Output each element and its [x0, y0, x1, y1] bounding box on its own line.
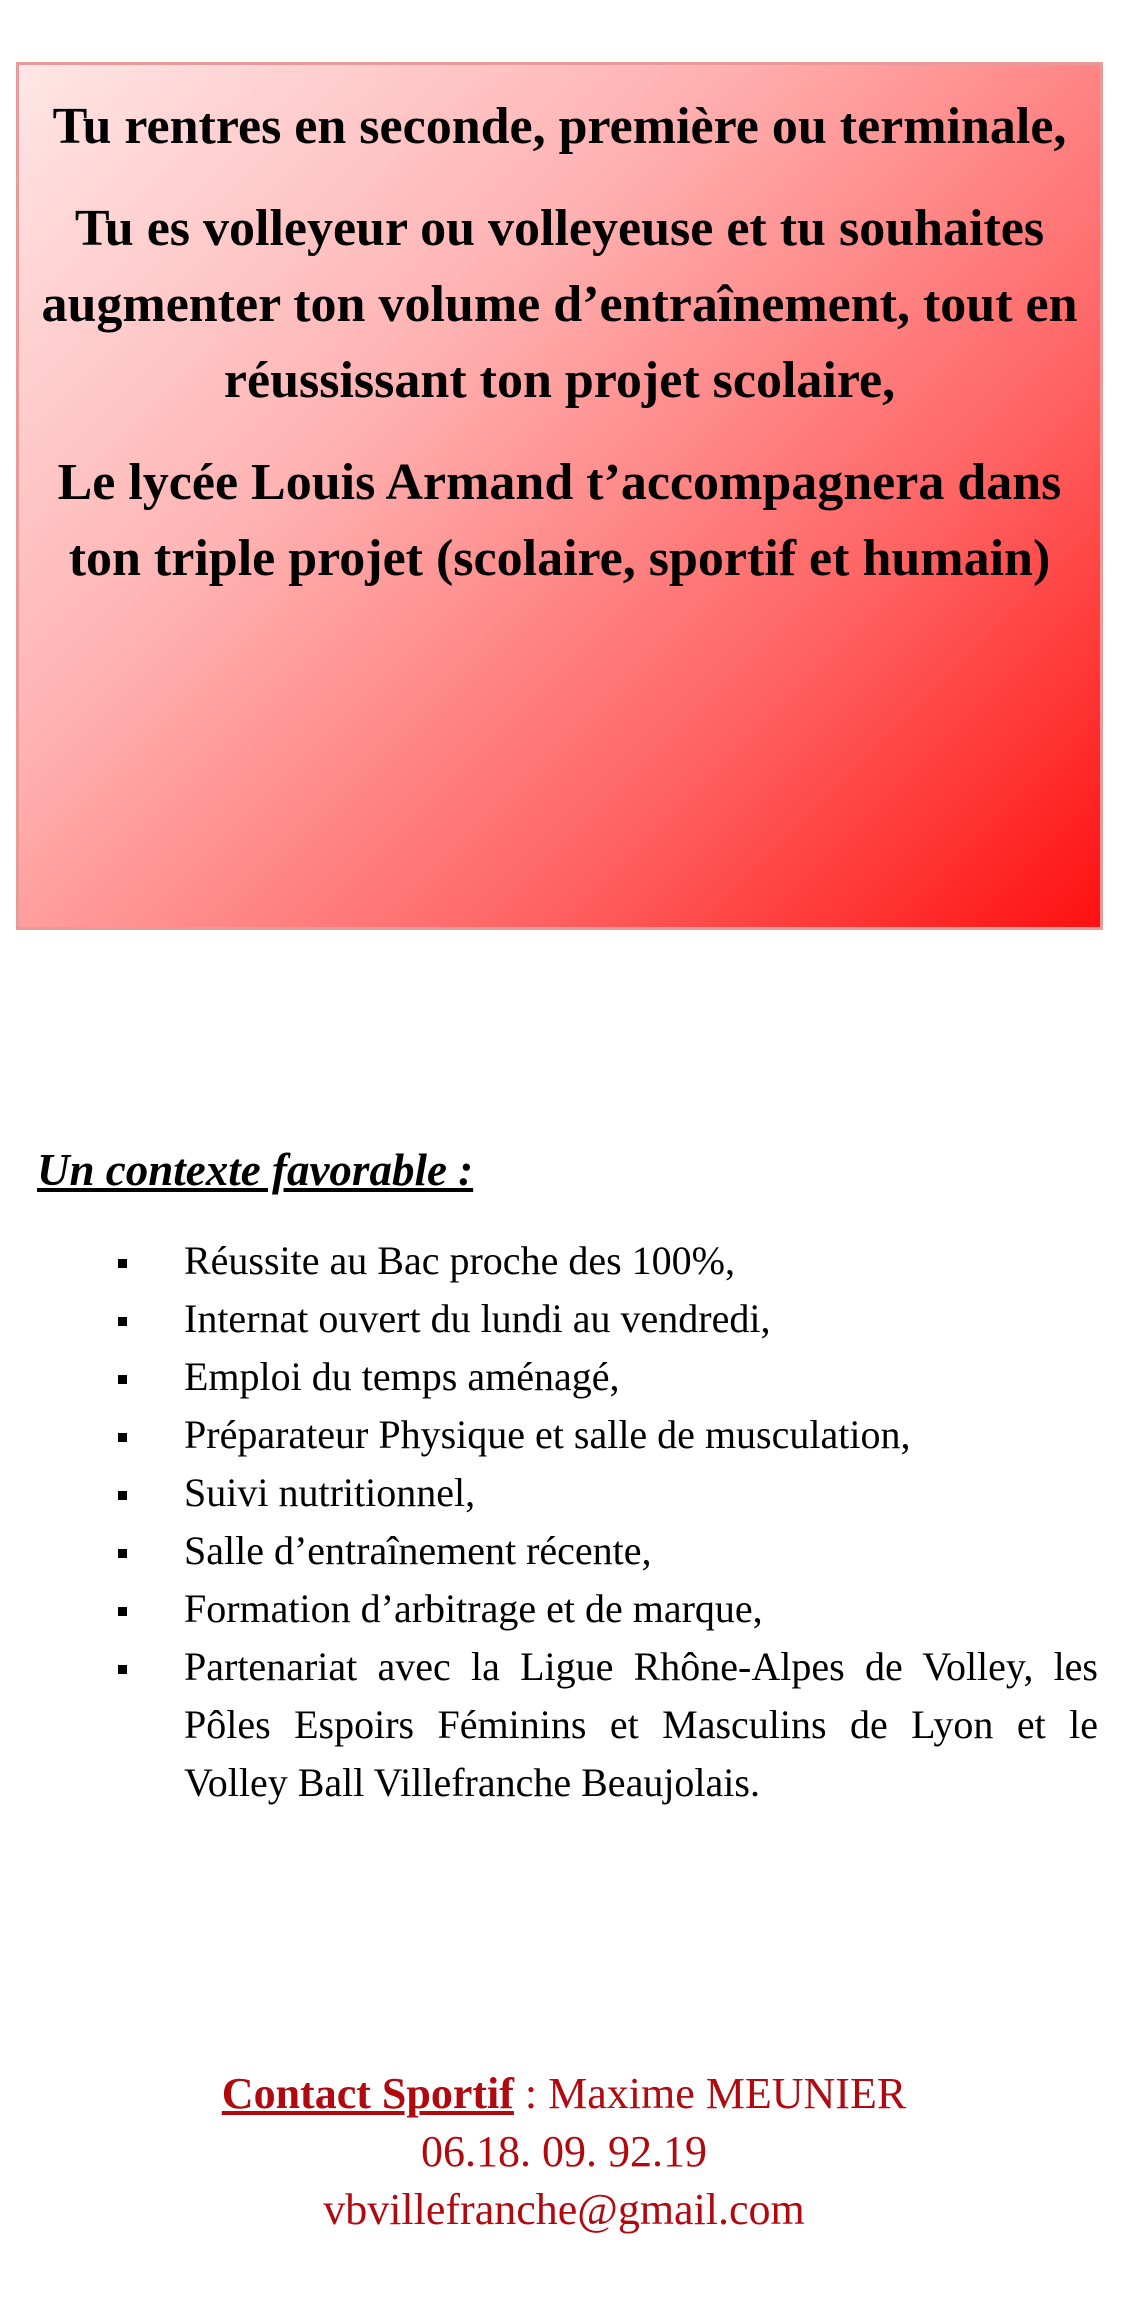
list-item-text: Salle d’entraînement récente,	[184, 1528, 652, 1573]
square-bullet-icon	[118, 1433, 127, 1442]
list-item	[110, 1580, 1098, 1638]
contact-block	[0, 2065, 1128, 2239]
list-item	[110, 1464, 1098, 1522]
list-item-text: Réussite au Bac proche des 100%,	[184, 1238, 735, 1283]
square-bullet-icon	[118, 1549, 127, 1558]
contact-label: Contact Sportif	[221, 2069, 514, 2118]
list-item	[110, 1522, 1098, 1580]
contact-phone: 06.18. 09. 92.19	[421, 2127, 707, 2176]
intro-banner	[16, 62, 1103, 930]
list-item-text: Formation d’arbitrage et de marque,	[184, 1586, 763, 1631]
contact-line	[0, 2065, 1128, 2123]
contact-email: vbvillefranche@gmail.com	[323, 2185, 805, 2234]
intro-paragraph-1: Tu rentres en seconde, première ou terminale,	[52, 98, 1067, 155]
intro-paragraph-3: Le lycée Louis Armand t’accompagnera dans ton triple projet (scolaire, sportif et humain)	[57, 454, 1062, 587]
contact-name: Maxime MEUNIER	[548, 2069, 907, 2118]
square-bullet-icon	[118, 1317, 127, 1326]
context-list	[110, 1232, 1098, 1812]
list-item-text: Emploi du temps aménagé,	[184, 1354, 620, 1399]
square-bullet-icon	[118, 1375, 127, 1384]
square-bullet-icon	[118, 1665, 127, 1674]
list-item-text: Partenariat avec la Ligue Rhône-Alpes de Volley, les Pôles Espoirs Féminins et Masculins de Lyon et le Volley Ball Villefranche Beaujolais.	[184, 1644, 1098, 1805]
list-item-text: Préparateur Physique et salle de musculation,	[184, 1412, 911, 1457]
square-bullet-icon	[118, 1259, 127, 1268]
intro-paragraph-2: Tu es volleyeur ou volleyeuse et tu souhaites augmenter ton volume d’entraînement, tout en réussissant ton projet scolaire,	[41, 200, 1078, 409]
list-item	[110, 1348, 1098, 1406]
square-bullet-icon	[118, 1491, 127, 1500]
square-bullet-icon	[118, 1607, 127, 1616]
list-item	[110, 1638, 1098, 1812]
list-item	[110, 1232, 1098, 1290]
context-heading: Un contexte favorable :	[37, 1145, 474, 1195]
list-item-text: Internat ouvert du lundi au vendredi,	[184, 1296, 771, 1341]
list-item-text: Suivi nutritionnel,	[184, 1470, 476, 1515]
list-item	[110, 1290, 1098, 1348]
contact-separator: :	[513, 2069, 549, 2118]
list-item	[110, 1406, 1098, 1464]
